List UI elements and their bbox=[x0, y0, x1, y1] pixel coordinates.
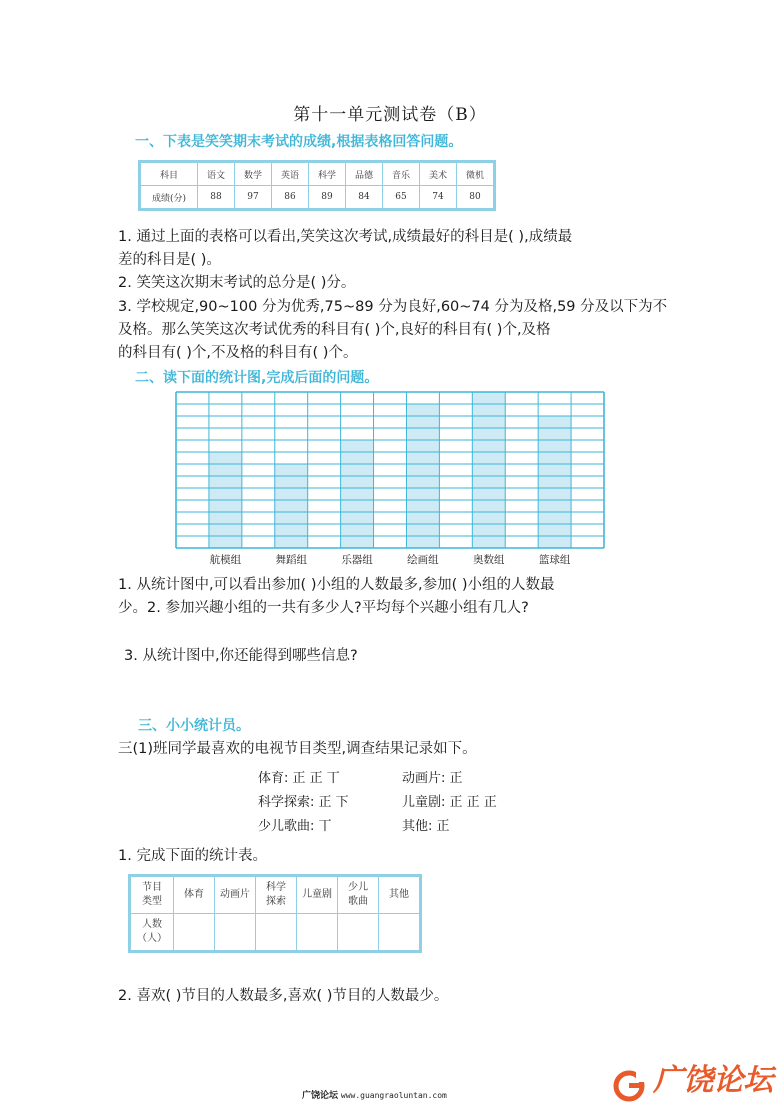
chart-category-label: 绘画组 bbox=[407, 554, 439, 566]
tv-header-cell: 其他 bbox=[379, 876, 421, 914]
tv-header-text: 少儿歌曲 bbox=[348, 882, 368, 907]
s3-question2: 2. 喜欢( )节目的人数最多,喜欢( )节目的人数最少。 bbox=[118, 988, 449, 1004]
score-header-cell: 科学 bbox=[309, 162, 346, 186]
s1-question3-line1: 3. 学校规定,90~100 分为优秀,75~89 分为良好,60~74 分为及格,59 分及以下为不 bbox=[118, 299, 668, 315]
chart-bar bbox=[275, 464, 308, 548]
section1-heading: 一、下表是笑笑期末考试的成绩,根据表格回答问题。 bbox=[135, 134, 463, 150]
tv-corner-bottom: 类型 bbox=[142, 896, 162, 907]
page-title: 第十一单元测试卷（B） bbox=[293, 105, 487, 125]
tv-table-header-row bbox=[130, 876, 421, 914]
s1-question3-line2: 及格。那么笑笑这次考试优秀的科目有( )个,良好的科目有( )个,及格 bbox=[118, 322, 551, 338]
tv-row-label-bottom: （人） bbox=[137, 933, 167, 944]
s1-question1-line1: 1. 通过上面的表格可以看出,笑笑这次考试,成绩最好的科目是( ),成绩最 bbox=[118, 229, 573, 245]
logo-text: 广饶论坛 bbox=[653, 1063, 774, 1098]
score-value-cell: 74 bbox=[420, 186, 457, 210]
tv-corner-cell bbox=[130, 876, 174, 914]
chart-bar bbox=[472, 392, 505, 548]
tv-answer-cell[interactable] bbox=[338, 914, 379, 952]
tally-entry bbox=[258, 815, 332, 834]
tv-row-label-cell bbox=[130, 914, 174, 952]
chart-bar bbox=[538, 416, 571, 548]
tv-header-cell bbox=[256, 876, 297, 914]
tally-label: 动画片: bbox=[402, 771, 446, 786]
score-value-cell: 84 bbox=[346, 186, 383, 210]
bar-chart bbox=[170, 388, 610, 570]
tally-entry bbox=[258, 791, 349, 810]
tally-label: 体育: bbox=[258, 771, 289, 786]
chart-category-label: 舞蹈组 bbox=[275, 554, 307, 566]
s1-question1-line2: 差的科目是( )。 bbox=[118, 252, 221, 268]
score-header-cell: 音乐 bbox=[383, 162, 420, 186]
tally-entry bbox=[402, 767, 463, 786]
tally-entry bbox=[258, 767, 340, 786]
tv-header-cell: 儿童剧 bbox=[297, 876, 338, 914]
tv-answer-cell[interactable] bbox=[215, 914, 256, 952]
score-header-cell: 美术 bbox=[420, 162, 457, 186]
score-header-cell: 语文 bbox=[198, 162, 235, 186]
s3-intro: 三(1)班同学最喜欢的电视节目类型,调查结果记录如下。 bbox=[118, 741, 477, 757]
tally-label: 少儿歌曲: bbox=[258, 819, 315, 834]
score-value-cell: 65 bbox=[383, 186, 420, 210]
footer bbox=[302, 1088, 447, 1101]
score-value-cell: 89 bbox=[309, 186, 346, 210]
section2-heading: 二、读下面的统计图,完成后面的问题。 bbox=[135, 370, 379, 386]
s3-question1: 1. 完成下面的统计表。 bbox=[118, 848, 267, 864]
score-value-cell: 97 bbox=[235, 186, 272, 210]
s1-question3-line3: 的科目有( )个,不及格的科目有( )个。 bbox=[118, 345, 358, 361]
score-row-label: 成绩(分) bbox=[140, 186, 198, 210]
score-header-cell: 微机 bbox=[457, 162, 495, 186]
tv-header-text: 科学探索 bbox=[266, 882, 286, 907]
footer-url[interactable]: www.guangraoluntan.com bbox=[340, 1091, 447, 1100]
tv-corner-top: 节目 bbox=[142, 882, 162, 893]
tv-answer-cell[interactable] bbox=[174, 914, 215, 952]
tv-row-label-top: 人数 bbox=[142, 919, 162, 930]
footer-site-name: 广饶论坛 bbox=[302, 1091, 339, 1101]
chart-category-label: 篮球组 bbox=[538, 554, 571, 566]
tv-survey-table bbox=[128, 874, 422, 953]
logo-mark-icon bbox=[612, 1068, 648, 1104]
score-header-cell: 品德 bbox=[346, 162, 383, 186]
tally-label: 科学探索: bbox=[258, 795, 315, 810]
site-logo bbox=[612, 1055, 773, 1104]
score-table-value-row bbox=[140, 186, 495, 210]
tally-marks: 正 正 正 bbox=[449, 795, 497, 810]
tally-label: 儿童剧: bbox=[402, 795, 446, 810]
s1-question2: 2. 笑笑这次期末考试的总分是( )分。 bbox=[118, 275, 356, 291]
tally-marks: 正 bbox=[436, 819, 450, 834]
chart-bar bbox=[341, 440, 374, 548]
tally-entry bbox=[402, 815, 450, 834]
score-value-cell: 80 bbox=[457, 186, 495, 210]
s2-question1-line1: 1. 从统计图中,可以看出参加( )小组的人数最多,参加( )小组的人数最 bbox=[118, 577, 555, 593]
chart-category-label: 乐器组 bbox=[341, 554, 373, 566]
score-table bbox=[138, 160, 496, 211]
score-table-header-row bbox=[140, 162, 495, 186]
tally-marks: 正 下 bbox=[318, 795, 349, 810]
score-header-cell: 科目 bbox=[140, 162, 198, 186]
tally-marks: 正 正 丅 bbox=[292, 771, 340, 786]
tally-entry bbox=[402, 791, 497, 810]
tv-header-cell bbox=[338, 876, 379, 914]
s2-question3: 3. 从统计图中,你还能得到哪些信息? bbox=[124, 648, 358, 664]
score-header-cell: 数学 bbox=[235, 162, 272, 186]
score-header-cell: 英语 bbox=[272, 162, 309, 186]
tv-header-cell: 动画片 bbox=[215, 876, 256, 914]
section3-heading: 三、小小统计员。 bbox=[138, 718, 250, 734]
score-value-cell: 86 bbox=[272, 186, 309, 210]
tally-label: 其他: bbox=[402, 819, 433, 834]
tv-table-count-row bbox=[130, 914, 421, 952]
chart-category-label: 奥数组 bbox=[473, 554, 505, 566]
s2-question1-line2: 少。2. 参加兴趣小组的一共有多少人?平均每个兴趣小组有几人? bbox=[118, 600, 529, 616]
tv-answer-cell[interactable] bbox=[297, 914, 338, 952]
tally-marks: 丅 bbox=[318, 819, 332, 834]
tv-answer-cell[interactable] bbox=[256, 914, 297, 952]
chart-category-label: 航模组 bbox=[209, 554, 242, 566]
tv-header-cell: 体育 bbox=[174, 876, 215, 914]
score-value-cell: 88 bbox=[198, 186, 235, 210]
tv-answer-cell[interactable] bbox=[379, 914, 421, 952]
tally-marks: 正 bbox=[449, 771, 463, 786]
